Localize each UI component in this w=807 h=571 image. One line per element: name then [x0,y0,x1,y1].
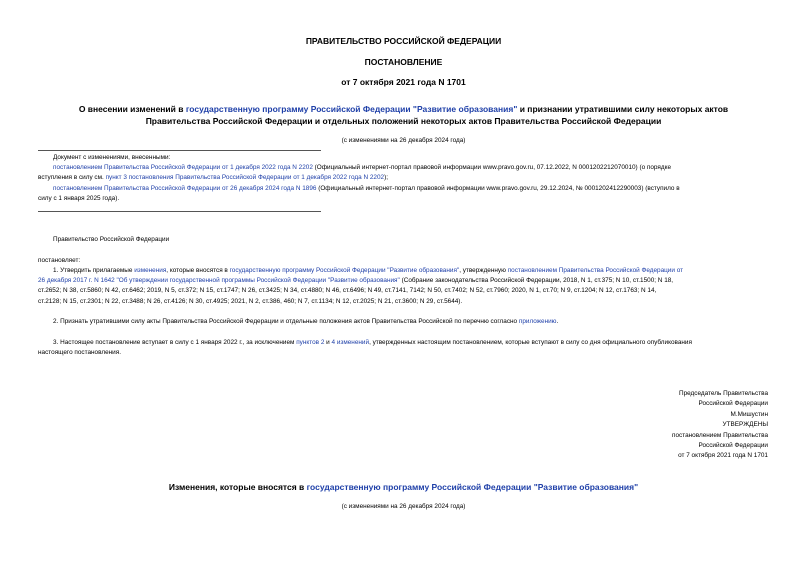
paragraph-2 [38,317,769,327]
p3-line-2: настоящего постановления. [38,349,121,357]
government-heading: ПРАВИТЕЛЬСТВО РОССИЙСКОЙ ФЕДЕРАЦИИ [305,36,502,46]
approval-line: Российской Федерации [698,442,768,450]
p1-text-c: , утвержденную [459,267,508,274]
p1-line-3: ст.2652; N 38, ст.5860; N 42, ст.6462; 2019, N 5, ст.372; N 15, ст.1747; N 26, ст.3425; N 34, ст.4880; N 46, ст.6496; N 49, ст.7141, 7142; N 50, ст.7402; N 52, ст.7960; 2020, N 1, ст.70; N 9, ст.1204; N 12, ст.1763; N 14, [38,287,657,295]
change-item-2-text: (Официальный интернет-портал правовой информации www.pravo.gov.ru, 29.12.2024, № 0001202412290003) (вступило в [316,184,680,192]
title-text-start: О внесении изменений в [78,104,186,114]
p2-text-a: 2. Признать утратившими силу акты Правительства Российской Федерации и отдельные положения актов Правительства Российской по перечню согласно [53,318,519,325]
change-item-1-text-2a: вступления в силу см. [38,174,106,182]
approval-line: УТВЕРЖДЕНЫ [722,421,768,429]
p3-text-b: и [324,339,332,346]
signature-line: Российской Федерации [698,400,768,408]
p1-program-link[interactable]: государственную программу Российской Федерации "Развитие образования" [229,267,460,274]
p3-point-2-link[interactable]: пунктов 2 [296,339,325,346]
p1-line-4: ст.2128; N 15, ст.2301; N 22, ст.3488; N 26, ст.4126; N 30, ст.4925; 2021, N 2, ст.386, 460; N 7, ст.1134; N 12, ст.2025; N 21, ст.3600; N 29, ст.5644). [38,297,463,305]
decrees-line: постановляет: [38,257,81,264]
change-item-1-point-link[interactable]: пункт 3 постановления Правительства Российской Федерации от 1 декабря 2022 года N 2202 [105,174,385,182]
document-type-heading: ПОСТАНОВЛЕНИЕ [364,57,443,67]
change-item-1 [53,163,773,173]
changes-bottom-rule [38,211,321,212]
changes-top-rule [38,150,321,151]
title-line-2: Правительства Российской Федерации и отдельных положений некоторых актов Правительства Российской Федерации [145,115,662,126]
changes-box [38,153,773,204]
p1-changes-link[interactable]: изменения [134,267,167,274]
approval-line: постановлением Правительства [672,431,768,439]
revision-note: (с изменениями на 26 декабря 2024 года) [341,137,466,144]
annex-program-link[interactable]: государственную программу Российской Федерации "Развитие образования" [306,482,639,492]
p1-decree-link[interactable]: постановлением Правительства Российской Федерации от [507,267,684,274]
signature-block [568,389,768,462]
change-item-1-line-2 [38,173,773,183]
document-date-number: от 7 октября 2021 года N 1701 [341,77,466,87]
title-program-link[interactable]: государственную программу Российской Федерации "Развитие образования" [185,104,518,114]
p2-text-b: . [556,318,559,325]
government-line: Правительство Российской Федерации [53,236,170,243]
p3-text-a: 3. Настоящее постановление вступает в силу с 1 января 2022 г., за исключением [53,339,297,346]
document-title [0,104,807,127]
p3-text-c: , утвержденных настоящим постановлением, которые вступают в силу со дня официального опубликования [369,339,692,346]
change-item-1-text: (Официальный интернет-портал правовой информации www.pravo.gov.ru, 07.12.2022, N 0001202212070010) (о порядке [312,164,672,172]
title-text-end: и признании утратившими силу некоторых актов [517,104,729,114]
change-item-2-line-2: силу с 1 января 2025 года). [38,194,120,202]
change-item-1-text-2b: ); [384,174,388,182]
approval-line: от 7 октября 2021 года N 1701 [678,452,768,460]
change-item-2 [53,184,773,194]
p1-text-a: 1. Утвердить прилагаемые [53,267,135,274]
changes-intro: Документ с изменениями, внесенными: [53,154,171,161]
p1-decree-link-cont[interactable]: 26 декабря 2017 г. N 1642 "Об утверждении государственной программы Российской Федерации "Развитие образования" [38,277,400,285]
paragraph-3 [38,338,769,358]
p1-text-b: , которые вносятся в [166,267,230,274]
signature-line: Председатель Правительства [679,390,768,397]
signature-line: М.Мишустин [730,410,768,418]
change-item-1-link[interactable]: постановлением Правительства Российской Федерации от 1 декабря 2022 года N 2202 [53,164,313,172]
annex-revision-note: (с изменениями на 26 декабря 2024 года) [341,503,466,510]
change-item-2-link[interactable]: постановлением Правительства Российской Федерации от 26 декабря 2024 года N 1896 [53,184,317,192]
paragraph-1 [38,266,769,307]
p1-text-d: (Собрание законодательства Российской Федерации, 2018, N 1, ст.375; N 10, ст.1500; N 18, [399,277,674,285]
annex-title-text: Изменения, которые вносятся в [168,482,307,492]
annex-title [0,482,807,494]
p3-point-4-link[interactable]: 4 изменений [331,339,370,346]
p2-annex-link[interactable]: приложению [518,318,557,325]
